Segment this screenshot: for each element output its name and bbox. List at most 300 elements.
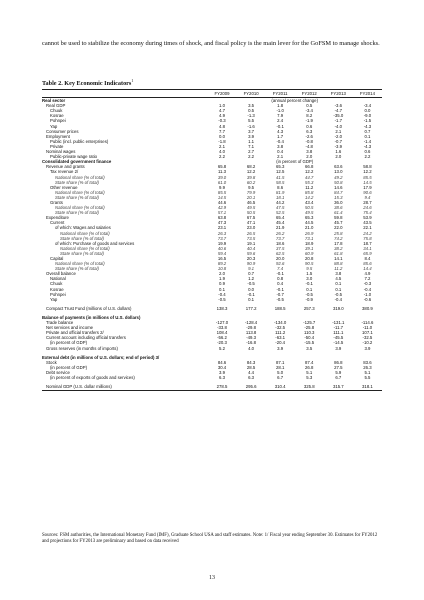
- value-cell: 65.8: [217, 164, 227, 170]
- value-cell: 2.1: [219, 143, 225, 149]
- value-cell: 110.3: [304, 330, 315, 336]
- value-cell: 188.5: [274, 305, 286, 311]
- value-cell: 295.6: [237, 384, 266, 391]
- year-header: FY2009: [207, 90, 236, 98]
- value-cell: 18.1: [275, 194, 285, 200]
- value-cell: 0.6: [364, 149, 371, 155]
- value-cell: -0.1: [305, 281, 313, 287]
- value-cell: 28.7: [363, 199, 372, 205]
- row-label: Real GDP: [46, 103, 66, 109]
- year-header: FY2012: [295, 90, 324, 98]
- value-cell: 22.1: [363, 225, 372, 231]
- value-cell: 6.3: [306, 128, 313, 134]
- value-cell: 75.8: [363, 235, 372, 241]
- value-cell: 61.8: [334, 250, 343, 256]
- value-cell: 1.2: [248, 276, 255, 282]
- row-label: Trade balance: [46, 320, 74, 326]
- row-label: National share (% of total): [55, 174, 105, 180]
- value-cell: 1.0: [219, 103, 225, 109]
- value-cell: 5.3: [306, 374, 313, 380]
- value-cell: -45.5: [333, 335, 344, 341]
- value-cell: 6.3: [219, 374, 225, 380]
- value-cell: 21.9: [275, 225, 285, 231]
- value-cell: -49.3: [246, 335, 256, 341]
- row-label: National: [50, 276, 66, 282]
- value-cell: 5.1: [364, 369, 371, 375]
- value-cell: -0.4: [218, 291, 226, 297]
- value-cell: -16.8: [246, 340, 256, 346]
- value-cell: 21.0: [305, 225, 314, 231]
- value-cell: -0.8: [305, 138, 313, 144]
- year-header: FY2011: [266, 90, 295, 98]
- value-cell: 73.5: [246, 235, 256, 241]
- value-cell: 15.3: [334, 194, 343, 200]
- value-cell: 9.5: [248, 184, 255, 190]
- key-economic-indicators-table: [42, 89, 382, 391]
- value-cell: 50.5: [246, 210, 256, 216]
- value-cell: -56.2: [217, 335, 227, 341]
- value-cell: 40.4: [246, 245, 256, 251]
- row-label: Yap: [50, 296, 58, 302]
- value-cell: 26.3: [217, 230, 227, 236]
- value-cell: 9.1: [248, 266, 255, 272]
- value-cell: -20.4: [275, 340, 286, 346]
- value-cell: -0.6: [363, 296, 372, 302]
- value-cell: 2.0: [306, 154, 313, 160]
- value-cell: 3.9: [277, 345, 284, 351]
- value-cell: 84.7: [334, 189, 343, 195]
- value-cell: 0.1: [248, 296, 255, 302]
- value-cell: 3.5: [306, 345, 313, 351]
- value-cell: 50.5: [305, 205, 314, 211]
- value-cell: 1.7: [277, 133, 284, 139]
- value-cell: -1.9: [305, 118, 313, 124]
- value-cell: -0.9: [305, 296, 313, 302]
- value-cell: 3.8: [306, 149, 313, 155]
- value-cell: -3.4: [305, 108, 313, 114]
- year-header: FY2013: [324, 90, 353, 98]
- value-cell: -29.8: [246, 325, 256, 331]
- value-cell: 4.0: [248, 345, 255, 351]
- value-cell: 89.2: [217, 261, 227, 267]
- value-cell: 73.1: [305, 235, 314, 241]
- value-cell: -9.0: [363, 113, 372, 119]
- value-cell: 3.9: [248, 133, 255, 139]
- row-label: Real sector: [42, 98, 66, 104]
- row-label: of which: Purchase of goods and services: [55, 240, 135, 246]
- value-cell: 5.9: [335, 369, 342, 375]
- value-cell: 23.0: [246, 225, 256, 231]
- row-label: State share (% of total): [60, 250, 104, 256]
- value-cell: 2.1: [277, 154, 284, 160]
- row-label: Current account including official transfers: [46, 335, 126, 341]
- row-label: Nominal wages: [46, 149, 76, 155]
- value-cell: 4.9: [219, 113, 225, 119]
- value-cell: 90.6: [363, 189, 372, 195]
- value-cell: 38.2: [334, 245, 343, 251]
- value-cell: 177.2: [245, 305, 257, 311]
- value-cell: -0.3: [218, 118, 226, 124]
- value-cell: 5.2: [219, 345, 225, 351]
- value-cell: 8.6: [277, 184, 284, 190]
- row-label: State share (% of total): [55, 179, 99, 185]
- value-cell: 50.8: [334, 179, 343, 185]
- value-cell: 3.9: [219, 369, 225, 375]
- value-cell: 0.0: [364, 108, 371, 114]
- row-label: (in percent of GDP): [50, 340, 88, 346]
- table-title-text: Table 2. Key Economic Indicators: [42, 80, 132, 88]
- value-cell: 85.5: [363, 174, 372, 180]
- row-label: Chuuk: [50, 281, 63, 287]
- value-cell: -127.0: [215, 320, 229, 326]
- value-cell: 18.6: [275, 240, 285, 246]
- value-cell: -1.0: [363, 291, 372, 297]
- value-cell: 12.2: [363, 169, 372, 175]
- row-label: National share (% of total): [60, 230, 110, 236]
- value-cell: 38.6: [334, 205, 343, 211]
- value-cell: 47.1: [246, 220, 256, 226]
- value-cell: 0.0: [248, 286, 255, 292]
- value-cell: 68.2: [246, 164, 256, 170]
- value-cell: 278.5: [207, 384, 236, 391]
- sources-note: Sources: FSM authorities, the International Monetary Fund (IMF), Graduate School USA and staff estimates. Note: 1/ Fiscal year ending September 30. Estimates for FY2012 and projections for FY2013 are preliminary and based on data received: [42, 533, 378, 545]
- year-header: FY2010: [237, 90, 266, 98]
- value-cell: 44.6: [217, 199, 227, 205]
- value-cell: 14.4: [363, 266, 372, 272]
- value-cell: 0.0: [219, 133, 225, 139]
- value-cell: -0.1: [247, 291, 255, 297]
- value-cell: -0.1: [276, 286, 284, 292]
- value-cell: -4.3: [363, 143, 372, 149]
- value-cell: 26.2: [275, 230, 285, 236]
- value-cell: -25.8: [304, 325, 315, 331]
- value-cell: 34.1: [363, 245, 372, 251]
- value-cell: 0.4: [277, 281, 284, 287]
- value-cell: 60.2: [246, 179, 256, 185]
- value-cell: -0.7: [334, 138, 343, 144]
- value-cell: 27.5: [334, 364, 343, 370]
- value-cell: 90.5: [305, 261, 314, 267]
- value-cell: 26.5: [246, 230, 256, 236]
- value-cell: 0.5: [306, 103, 313, 109]
- value-cell: 59.6: [246, 250, 256, 256]
- value-cell: -1.5: [363, 118, 372, 124]
- value-cell: 138.3: [216, 305, 228, 311]
- value-cell: 315.7: [324, 384, 353, 391]
- row-label: Consumer prices: [46, 128, 79, 134]
- value-cell: -50.4: [304, 335, 315, 341]
- value-cell: -10.2: [362, 340, 373, 346]
- value-cell: 14.2: [305, 194, 314, 200]
- value-cell: 1.5: [306, 271, 313, 277]
- value-cell: 53.9: [363, 215, 372, 221]
- value-cell: 59.4: [217, 250, 227, 256]
- value-cell: 25.8: [334, 230, 343, 236]
- value-cell: -3.4: [363, 103, 372, 109]
- row-label: National share (% of total): [60, 245, 110, 251]
- value-cell: 6.7: [335, 374, 342, 380]
- row-label: Stock: [46, 359, 57, 365]
- value-cell: 12.2: [246, 169, 256, 175]
- value-cell: 14.6: [334, 184, 343, 190]
- value-cell: 4.7: [219, 108, 225, 114]
- value-cell: 28.1: [275, 364, 285, 370]
- value-cell: 44.2: [275, 199, 285, 205]
- value-cell: 43.5: [363, 220, 372, 226]
- value-cell: -114.6: [361, 320, 374, 326]
- row-label: State share (% of total): [55, 210, 99, 216]
- value-cell: 47.5: [275, 205, 285, 211]
- value-cell: 39.0: [217, 174, 227, 180]
- value-cell: 1.9: [219, 276, 225, 282]
- value-cell: 73.7: [217, 235, 227, 241]
- value-cell: 380.9: [362, 305, 373, 311]
- value-cell: 2.2: [219, 154, 225, 160]
- value-cell: -0.4: [276, 138, 284, 144]
- value-cell: 30.4: [217, 364, 227, 370]
- value-cell: -0.5: [218, 296, 226, 302]
- intro-paragraph: cannot be used to stabilize the economy during times of shock, and fiscal policy is the main lever for the GoFSM to manage shocks.: [42, 40, 380, 47]
- value-cell: 65.4: [275, 215, 285, 221]
- table-title-footnote: 1: [131, 78, 134, 83]
- page-number: 13: [209, 575, 215, 581]
- value-cell: 1.1: [248, 138, 255, 144]
- value-cell: 43.4: [305, 199, 314, 205]
- value-cell: 7.9: [277, 113, 284, 119]
- value-cell: -0.5: [247, 281, 255, 287]
- value-cell: 7.1: [248, 143, 255, 149]
- value-cell: 111.2: [275, 330, 286, 336]
- value-cell: 26.9: [305, 230, 314, 236]
- value-cell: 45.7: [334, 220, 343, 226]
- value-cell: 61.0: [217, 179, 227, 185]
- value-cell: 310.4: [266, 384, 295, 391]
- value-cell: 4.8: [219, 123, 225, 129]
- value-cell: 3.8: [277, 143, 284, 149]
- value-cell: 3.5: [248, 103, 255, 109]
- value-cell: -15.5: [304, 340, 315, 346]
- value-cell: 63.8: [217, 215, 227, 221]
- value-cell: 28.5: [246, 364, 256, 370]
- row-label: Pohnpei: [50, 291, 66, 297]
- value-cell: 59.8: [334, 215, 343, 221]
- value-cell: 24.2: [363, 230, 372, 236]
- value-cell: 2.1: [335, 128, 342, 134]
- value-cell: 8.2: [306, 113, 313, 119]
- value-cell: 63.6: [334, 164, 343, 170]
- year-header: FY2014: [353, 90, 382, 98]
- value-cell: -3.6: [334, 103, 343, 109]
- value-cell: 0.1: [335, 286, 342, 292]
- value-cell: -0.7: [276, 291, 284, 297]
- value-cell: 2.2: [364, 154, 371, 160]
- value-cell: 0.4: [277, 149, 284, 155]
- value-cell: 57.1: [217, 210, 227, 216]
- value-cell: 85.5: [217, 189, 227, 195]
- value-cell: 58.8: [363, 164, 372, 170]
- row-label: Chuuk: [50, 108, 63, 114]
- value-cell: 11.3: [217, 169, 227, 175]
- value-cell: 45.4: [275, 220, 285, 226]
- value-cell: 2.4: [277, 118, 284, 124]
- value-cell: 7.7: [219, 128, 225, 134]
- value-cell: 111.1: [333, 330, 344, 336]
- value-cell: 58.5: [275, 179, 285, 185]
- value-cell: -1.0: [276, 108, 284, 114]
- value-cell: 47.3: [217, 220, 227, 226]
- value-cell: -1.6: [247, 123, 255, 129]
- value-cell: 41.5: [275, 174, 285, 180]
- value-cell: 85.8: [305, 189, 314, 195]
- value-cell: 26.3: [363, 364, 372, 370]
- header-label-cell: [42, 90, 207, 98]
- row-label: Overall balance: [46, 271, 76, 277]
- value-cell: 0.1: [364, 133, 371, 139]
- value-cell: 42.9: [217, 205, 227, 211]
- value-cell: 3.9: [335, 345, 342, 351]
- table-row: [42, 384, 382, 391]
- row-label: Net services and income: [46, 325, 94, 331]
- value-cell: 5.1: [306, 369, 313, 375]
- value-cell: 23.1: [217, 225, 227, 231]
- row-label: State share (% of total): [55, 194, 99, 200]
- row-label: Private and official transfers 2/: [46, 330, 104, 336]
- value-cell: 0.7: [248, 271, 255, 277]
- row-label: National share (% of total): [55, 261, 105, 267]
- value-cell: 257.3: [303, 305, 315, 311]
- value-cell: -4.0: [334, 123, 343, 129]
- value-cell: 107.1: [362, 330, 373, 336]
- value-cell: 3.9: [364, 345, 371, 351]
- value-cell: -128.4: [245, 320, 258, 326]
- value-cell: 74.2: [334, 235, 343, 241]
- value-cell: 49.2: [334, 174, 343, 180]
- value-cell: 0.1: [306, 286, 313, 292]
- value-cell: 60.9: [305, 250, 314, 256]
- value-cell: 0.8: [277, 276, 284, 282]
- value-cell: 14.5: [363, 179, 372, 185]
- value-cell: 66.8: [305, 164, 314, 170]
- value-cell: -0.4: [363, 286, 372, 292]
- row-label: of which: Wages and salaries: [55, 225, 111, 231]
- value-cell: -63.1: [275, 335, 286, 341]
- value-cell: 6.7: [277, 374, 284, 380]
- value-cell: 20.8: [305, 256, 314, 261]
- value-cell: 7.4: [277, 266, 284, 272]
- row-label: Current: [50, 220, 65, 226]
- row-label: State share (% of total): [55, 266, 99, 272]
- value-cell: 11.2: [334, 266, 343, 272]
- value-cell: 7.2: [364, 276, 371, 282]
- row-label: Kosrae: [50, 113, 64, 119]
- value-cell: 4.9: [364, 271, 371, 277]
- row-label: Gross reserves (in months of imports): [46, 345, 118, 351]
- value-cell: 84.3: [246, 359, 256, 365]
- value-cell: 5.5: [364, 374, 371, 380]
- value-cell: 1.8: [277, 103, 284, 109]
- value-cell: 85.6: [363, 261, 372, 267]
- row-label: Employment: [46, 133, 70, 139]
- value-cell: 83.6: [363, 359, 372, 365]
- value-cell: 81.9: [275, 189, 285, 195]
- value-cell: -0.5: [276, 296, 284, 302]
- section-unit-note: (annual percent change): [271, 98, 319, 104]
- value-cell: 14.5: [217, 194, 227, 200]
- value-cell: 9.5: [306, 266, 313, 272]
- value-cell: 62.5: [275, 250, 285, 256]
- value-cell: 2.2: [248, 154, 255, 160]
- row-label: Public-private wage ratio: [50, 154, 98, 160]
- value-cell: -2.0: [334, 133, 343, 139]
- value-cell: 20.1: [246, 194, 256, 200]
- value-cell: 4.3: [277, 128, 284, 134]
- value-cell: 61.4: [334, 210, 343, 216]
- row-label: Grants: [50, 199, 63, 205]
- value-cell: 11.2: [305, 184, 314, 190]
- value-cell: -0.4: [334, 296, 343, 302]
- value-cell: 113.8: [245, 330, 257, 336]
- value-cell: 2.0: [335, 154, 342, 160]
- value-cell: 40.6: [217, 245, 227, 251]
- value-cell: 17.9: [363, 184, 372, 190]
- row-label: (in percent of GDP): [50, 364, 88, 370]
- value-cell: 36.0: [334, 199, 343, 205]
- row-label: Tax revenue 2/: [50, 169, 79, 175]
- value-cell: 73.7: [275, 235, 285, 241]
- value-cell: -20.3: [217, 340, 227, 346]
- value-cell: 4.4: [248, 369, 255, 375]
- value-cell: 12.5: [275, 169, 285, 175]
- value-cell: 44.7: [305, 174, 314, 180]
- value-cell: 4.5: [335, 276, 342, 282]
- value-cell: -11.0: [362, 325, 373, 331]
- value-cell: 3.0: [306, 276, 313, 282]
- value-cell: 39.1: [305, 245, 314, 251]
- value-cell: 46.5: [246, 199, 256, 205]
- row-label: Compact Trust Fund (millions of U.S. dollars): [46, 305, 132, 311]
- row-label: Yap: [50, 123, 58, 129]
- row-label: Expenditure: [46, 215, 69, 221]
- value-cell: 49.5: [305, 210, 314, 216]
- value-cell: 87.1: [275, 359, 285, 365]
- value-cell: -11.7: [333, 325, 344, 331]
- value-cell: 0.1: [335, 281, 342, 287]
- value-cell: 49.5: [246, 205, 256, 211]
- value-cell: -14.5: [333, 340, 344, 346]
- value-cell: -4.8: [305, 143, 313, 149]
- value-cell: -1.3: [247, 113, 255, 119]
- value-cell: 5.0: [277, 369, 284, 375]
- table-title: [42, 78, 133, 87]
- table-body: [42, 98, 382, 391]
- value-cell: -134.0: [274, 320, 287, 326]
- value-cell: 65.9: [363, 250, 372, 256]
- value-cell: 108.4: [216, 330, 228, 336]
- value-cell: -33.8: [217, 325, 227, 331]
- value-cell: 55.3: [305, 179, 314, 185]
- value-cell: 0.1: [219, 286, 225, 292]
- row-label: Kosrae: [50, 286, 64, 292]
- value-cell: -125.7: [303, 320, 316, 326]
- value-cell: 12.2: [305, 169, 314, 175]
- value-cell: -131.1: [332, 320, 345, 326]
- row-label: National share (% of total): [55, 189, 105, 195]
- row-label: National share (% of total): [55, 205, 105, 211]
- value-cell: -0.1: [276, 271, 284, 277]
- value-cell: -0.5: [305, 291, 313, 297]
- row-label: Balance of payments (in millions of U.S. dollars): [42, 314, 141, 320]
- value-cell: 1.6: [335, 149, 342, 155]
